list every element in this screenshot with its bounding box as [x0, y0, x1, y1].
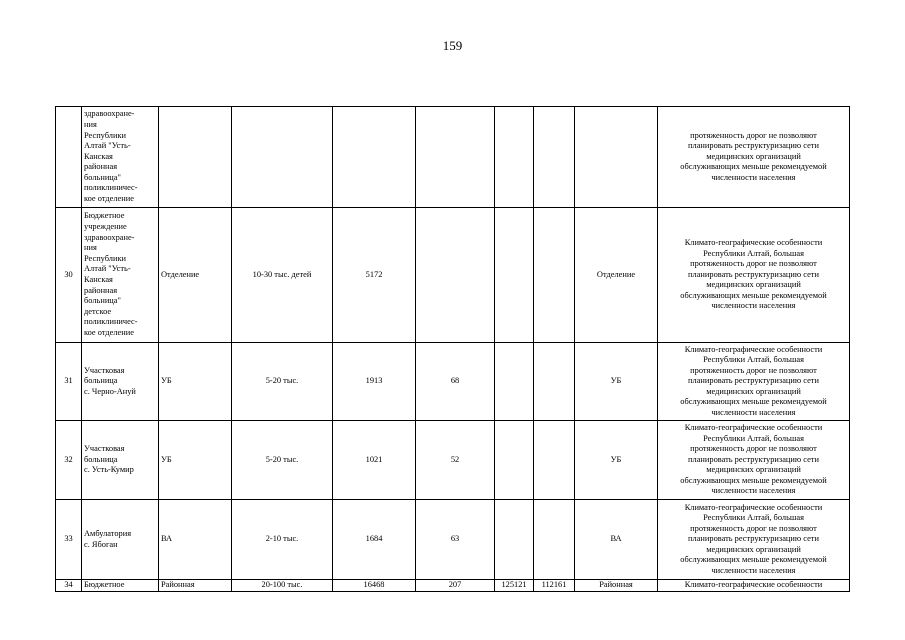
value-3: [495, 343, 534, 421]
organization-name: Участковая больница с. Черно-Ануй: [82, 343, 159, 421]
served-population: 2-10 тыс.: [232, 500, 333, 580]
value-1: 1021: [333, 421, 416, 500]
row-number: 30: [56, 208, 82, 343]
organization-type: УБ: [159, 421, 232, 500]
table-row: [56, 421, 850, 500]
table-row: [56, 107, 850, 208]
planned-type: Районная: [575, 580, 658, 592]
organization-name: Участковая больница с. Усть-Кумир: [82, 421, 159, 500]
value-3: 125121: [495, 580, 534, 592]
row-number: 34: [56, 580, 82, 592]
served-population: 20-100 тыс.: [232, 580, 333, 592]
planned-type: ВА: [575, 500, 658, 580]
value-2: 207: [416, 580, 495, 592]
justification: Климато-географические особенности Республики Алтай, большая протяженность дорог не позволяют планировать реструктуризацию сети медицинских организаций обслуживающих меньше рекомендуемой численности населения: [658, 421, 850, 500]
value-1: [333, 107, 416, 208]
value-4: [534, 343, 575, 421]
value-2: [416, 107, 495, 208]
organization-type: УБ: [159, 343, 232, 421]
value-2: 52: [416, 421, 495, 500]
value-1: 5172: [333, 208, 416, 343]
value-4: [534, 500, 575, 580]
organization-name: Бюджетное: [82, 580, 159, 592]
justification: Климато-географические особенности Республики Алтай, большая протяженность дорог не позволяют планировать реструктуризацию сети медицинских организаций обслуживающих меньше рекомендуемой численности населения: [658, 500, 850, 580]
page-number: 159: [442, 38, 463, 53]
planned-type: [575, 107, 658, 208]
table-row: [56, 500, 850, 580]
value-3: [495, 107, 534, 208]
justification: Климато-географические особенности Республики Алтай, большая протяженность дорог не позволяют планировать реструктуризацию сети медицинских организаций обслуживающих меньше рекомендуемой численности населения: [658, 208, 850, 343]
value-3: [495, 500, 534, 580]
served-population: 5-20 тыс.: [232, 343, 333, 421]
value-1: 1684: [333, 500, 416, 580]
served-population: [232, 107, 333, 208]
planned-type: УБ: [575, 421, 658, 500]
served-population: 10-30 тыс. детей: [232, 208, 333, 343]
value-4: [534, 421, 575, 500]
organization-type: ВА: [159, 500, 232, 580]
row-number: 32: [56, 421, 82, 500]
organization-name: Бюджетное учреждение здравоохране- ния Республики Алтай "Усть- Канская районная больница" детское поликлиничес- кое отделение: [82, 208, 159, 343]
value-4: [534, 107, 575, 208]
planned-type: УБ: [575, 343, 658, 421]
organization-type: Отделение: [159, 208, 232, 343]
organization-name: Амбулатория с. Ябоган: [82, 500, 159, 580]
justification: протяженность дорог не позволяют планировать реструктуризацию сети медицинских организаций обслуживающих меньше рекомендуемой численности населения: [658, 107, 850, 208]
value-4: [534, 208, 575, 343]
value-4: 112161: [534, 580, 575, 592]
justification: Климато-географические особенности: [658, 580, 850, 592]
value-1: 1913: [333, 343, 416, 421]
organization-type: [159, 107, 232, 208]
row-number: [56, 107, 82, 208]
table-row: [56, 208, 850, 343]
value-2: 63: [416, 500, 495, 580]
served-population: 5-20 тыс.: [232, 421, 333, 500]
value-3: [495, 208, 534, 343]
value-2: [416, 208, 495, 343]
row-number: 33: [56, 500, 82, 580]
table-row: [56, 343, 850, 421]
row-number: 31: [56, 343, 82, 421]
medical-organizations-table: [55, 106, 850, 592]
value-2: 68: [416, 343, 495, 421]
value-3: [495, 421, 534, 500]
planned-type: Отделение: [575, 208, 658, 343]
organization-type: Районная: [159, 580, 232, 592]
value-1: 16468: [333, 580, 416, 592]
table-row: [56, 580, 850, 592]
organization-name: здравоохране- ния Республики Алтай "Усть- Канская районная больница" поликлиничес- кое отделение: [82, 107, 159, 208]
justification: Климато-географические особенности Республики Алтай, большая протяженность дорог не позволяют планировать реструктуризацию сети медицинских организаций обслуживающих меньше рекомендуемой численности населения: [658, 343, 850, 421]
